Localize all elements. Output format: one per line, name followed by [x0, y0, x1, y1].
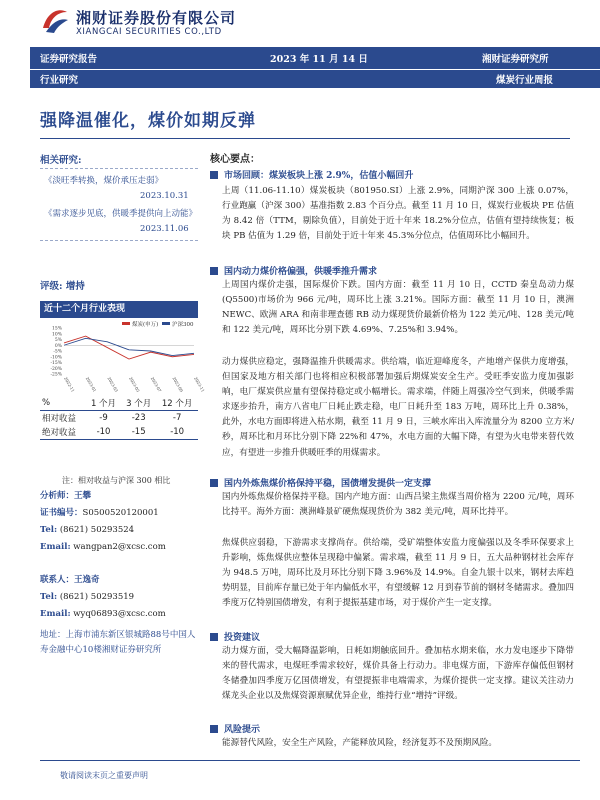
section-title: 风险提示	[224, 725, 261, 735]
x-tick-label: 2022-11	[63, 376, 76, 393]
paragraph: 上周国内煤价走强，国际煤价下跌。国内方面：截至 11 月 10 日，CCTD 秦皇岛动力煤(Q5500)市场价为 966 元/吨，周环比上涨 3.21%。国际方面：截至 11 月 10 日，澳洲 NEWC、欧洲 ARA 和南非理查德 RB 动力煤现货价最新价格为 122 美元/吨、128 美元/吨和 122 美元/吨，周环比分别下跌 4.69%、7.25%和 3.94%。	[222, 280, 574, 336]
page-title: 强降温催化，煤价如期反弹	[40, 111, 256, 131]
row-label: 相对收益	[42, 414, 77, 424]
report-category: 行业研究	[40, 75, 79, 86]
series-line	[64, 338, 194, 355]
related-research-date: 2023.10.31	[140, 191, 189, 201]
analyst-role: 分析师：	[40, 491, 75, 501]
divider	[40, 240, 198, 241]
section-title: 国内动力煤价格偏强，供暖季推升需求	[224, 267, 378, 277]
x-tick-label: 2023-09	[171, 376, 185, 393]
title-divider	[40, 138, 570, 139]
divider	[40, 168, 198, 169]
y-tick-label: -10%	[50, 355, 62, 361]
company-name-en: XIANGCAI SECURITIES CO.,LTD	[76, 27, 222, 37]
y-tick-label: 15%	[51, 326, 62, 332]
table-cell: -7	[172, 413, 182, 423]
bullet-square-icon	[210, 267, 218, 275]
table-header: 3 个月	[121, 396, 156, 411]
table-row	[40, 425, 198, 440]
cert-number: S0500520120001	[82, 508, 159, 518]
tel-label: Tel:	[40, 592, 58, 602]
x-tick-label: 2023-07	[149, 376, 163, 393]
core-points-heading: 核心要点：	[210, 154, 260, 165]
chart-legend	[122, 320, 194, 328]
table-cell: -23	[131, 413, 146, 423]
table-cell: -10	[86, 425, 121, 440]
x-tick-label: 2023-03	[106, 376, 120, 393]
industry-performance-chart	[40, 318, 206, 393]
section-title: 投资建议	[224, 633, 261, 643]
paragraph: 焦煤供应弱稳，下游需求支撑尚存。供给端，受矿端整体安监力度偏强以及冬季环保要求上升影响，炼焦煤供应整体呈现稳中偏紧。需求端，截至 11 月 9 日，五大品种钢材社会库存为 948.5 万吨，周环比及月环比分别下降 3.96%及 14.9%。自金九银十以来，钢材去库趋势明显，目前库存量已处于年内偏低水平，有望缓解 12 月到春节前的钢材冬储需求。叠加四季度万亿特别国债增发，有利于提振基建市场，对于煤价产生一定支撑。	[222, 538, 574, 609]
table-cell: -15	[121, 425, 156, 440]
legend-label: 沪深300	[172, 322, 194, 328]
x-tick-label: 2023-01	[84, 376, 98, 393]
tel-number: (8621) 50293524	[59, 525, 135, 535]
report-info-bar	[30, 47, 600, 69]
email-label: Email:	[40, 609, 71, 619]
company-logo-icon	[40, 6, 70, 36]
cert-label: 证书编号：	[40, 508, 83, 518]
section-title: 市场回顾：煤炭板块上涨 2.9%，估值小幅回升	[224, 171, 414, 181]
section-heading	[210, 476, 431, 489]
paragraph: 动力煤供应稳定，强降温推升供暖需求。供给端，临近迎峰度冬，产地增产保供力度增强，但国家及地方相关部门也将相应积极部署加强后期煤炭安全生产。受旺季安监力度加强影响，电厂煤炭供应量有望保持稳定或小幅增长。需求端，伴随上周强冷空气到来，供暖季需求逐步抬升，南方八省电厂日耗止跌走稳，电厂日耗升至 183 万吨，周环比上升 0.38%，此外，水电方面即将进入枯水期，截至 11 月 9 日，三峡水库出入库流量分为 8200 立方米/秒，周环比和月环比分别下降 22%和 47%，水电方面的大幅下降，有望为火电带来替代效应，有望进一步推升供暖旺季的用煤需求。	[222, 357, 574, 458]
section-heading	[210, 722, 260, 735]
related-research-date: 2023.11.06	[140, 224, 189, 234]
company-name-cn: 湘财证券股份有限公司	[76, 9, 237, 27]
contact-name: 王逸奇	[74, 575, 100, 585]
report-date: 2023 年 11 月 14 日	[270, 54, 368, 65]
y-tick-label: -15%	[50, 361, 62, 366]
bullet-square-icon	[210, 633, 218, 641]
paragraph: 动力煤方面，受大幅降温影响，日耗如期触底回升。叠加枯水期来临，水力发电逐步下降带来的替代需求，电煤旺季需求较好，煤价具备上行动力。非电煤方面，下游库存偏低但钢材冬储叠加四季度万亿国债增发，有望提振非电端需求，为煤价提供一定支撑。建议关注动力煤龙头企业以及焦煤资源禀赋优异企业，维持行业“增持”评级。	[222, 646, 574, 702]
institute-address: 地址：上海市浦东新区银城路88号中国人寿金融中心10楼湘财证券研究所	[40, 630, 196, 655]
paragraph: 国内外炼焦煤价格保持平稳。国内产地方面：山西吕梁主焦煤当周价格为 2200 元/吨，周环比持平。海外方面：澳洲峰景矿硬焦煤现货价为 382 美元/吨，周环比持平。	[222, 492, 574, 518]
y-tick-label: -20%	[50, 366, 62, 372]
row-label: 绝对收益	[40, 425, 86, 440]
legend-label: 煤炭(申万)	[132, 322, 159, 328]
table-header: 1 个月	[86, 396, 121, 411]
table-row	[40, 411, 198, 426]
x-tick-label: 2023-05	[128, 376, 141, 393]
tel-number: (8621) 50293519	[59, 592, 135, 602]
industry-rating: 评级: 增持	[40, 281, 85, 292]
bullet-square-icon	[210, 171, 218, 179]
section-heading	[210, 264, 377, 277]
y-tick-label: 5%	[54, 338, 62, 343]
contact-block	[40, 572, 166, 623]
related-research-link[interactable]: 《需求逐步见底，供暖季提供向上动能》	[44, 209, 198, 219]
report-series: 煤炭行业周报	[496, 75, 554, 86]
table-cell: -9	[99, 413, 108, 423]
section-heading	[210, 630, 260, 643]
table-note: 注：相对收益与沪深 300 相比	[62, 476, 171, 485]
related-research-heading: 相关研究:	[40, 155, 82, 166]
contact-role: 联系人：	[40, 575, 75, 585]
institute-name: 湘财证券研究所	[482, 54, 549, 65]
report-category-bar	[30, 70, 600, 88]
footer-divider	[40, 760, 580, 761]
bullet-square-icon	[210, 479, 218, 487]
section-title: 国内外炼焦煤价格保持平稳，国债增发提供一定支撑	[224, 479, 432, 489]
paragraph: 上周（11.06-11.10）煤炭板块（801950.SI）上涨 2.9%，同期沪深 300 上涨 0.07%，行业跑赢（沪深 300）基准指数 2.83 个百分点。截至 11 月 10 日，煤炭行业板块 PE 估值为 8.42 倍（TTM，剔除负值），目前处于近十年来 18.2%分位点，估值有望持续恢复；板块 PB 估值为 1.29 倍，目前处于近十年来 45.3%分位点，估值周环比小幅回升。	[222, 186, 574, 242]
email-link[interactable]: wyq06893@xcsc.com	[73, 609, 166, 619]
performance-table	[40, 396, 198, 440]
tel-label: Tel:	[40, 525, 58, 535]
y-tick-label: 10%	[51, 332, 62, 338]
x-tick-label: 2023-11	[193, 376, 206, 393]
related-research-link[interactable]: 《淡旺季转换，煤价承压走弱》	[44, 176, 164, 186]
analyst-name: 王攀	[74, 491, 92, 501]
email-label: Email:	[40, 542, 71, 552]
report-type: 证券研究报告	[40, 54, 98, 65]
chart-heading: 近十二个月行业表现	[40, 301, 198, 318]
bullet-square-icon	[210, 725, 218, 733]
section-heading	[210, 168, 413, 181]
table-header: %	[40, 396, 86, 411]
analyst-block	[40, 488, 166, 556]
y-tick-label: 0%	[54, 343, 62, 349]
paragraph: 能源替代风险，安全生产风险，产能释放风险，经济复苏不及预期风险。	[222, 738, 498, 748]
table-header: 12 个月	[156, 396, 198, 411]
footer-disclaimer: 敬请阅读末页之重要声明	[60, 771, 148, 780]
y-tick-label: -5%	[53, 349, 62, 355]
table-cell: -10	[156, 425, 198, 440]
y-tick-label: -25%	[50, 372, 62, 378]
email-link[interactable]: wangpan2@xcsc.com	[73, 542, 166, 552]
